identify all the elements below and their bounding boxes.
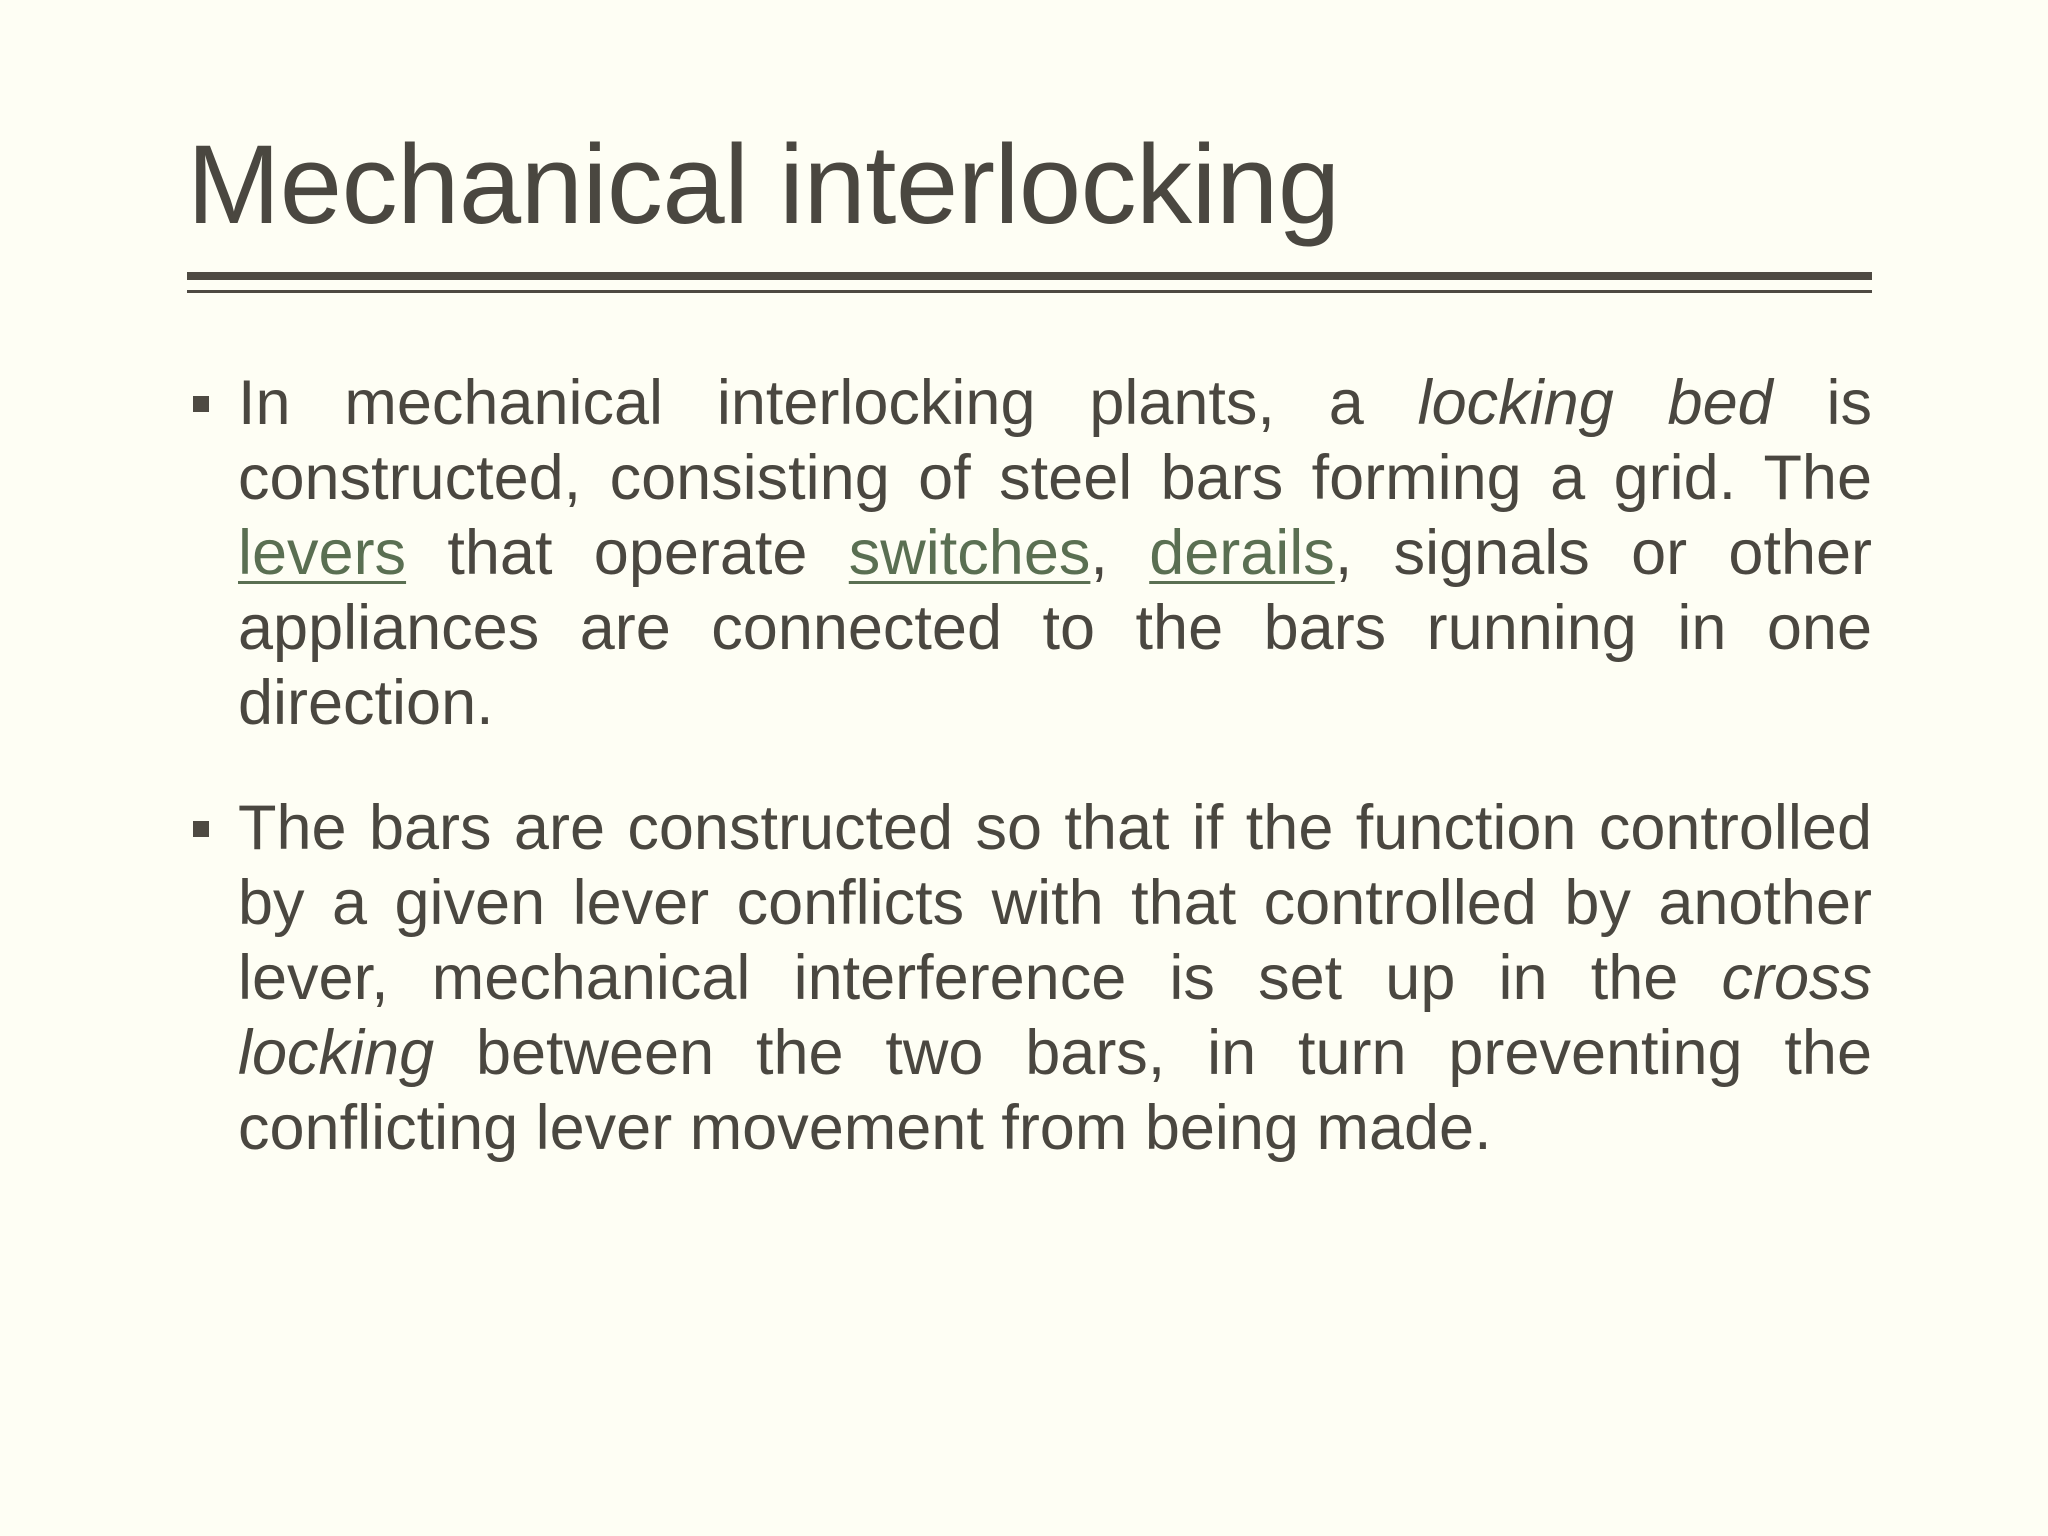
emphasis-locking-bed: locking bed (1417, 368, 1773, 438)
bullet-text: between the two bars, in turn preventing the conflicting lever movement from being made. (238, 1018, 1872, 1163)
link-switches[interactable]: switches (848, 518, 1091, 588)
bullet-item (187, 791, 1872, 1166)
link-derails[interactable]: derails (1149, 518, 1335, 588)
bullet-text: In mechanical interlocking plants, a (238, 368, 1418, 438)
bullet-text: , signals or other appliances are connected to the bars running in one direction. (238, 518, 1873, 738)
bullet-text: The bars are constructed so that if the function controlled by a given lever conflicts with that controlled by another lever, mechanical interference is set up in the (238, 793, 1872, 1013)
bullet-text: , (1090, 518, 1150, 588)
slide-title: Mechanical interlocking (187, 122, 1340, 247)
square-bullet-icon (193, 396, 209, 412)
bullet-item (187, 366, 1872, 741)
title-rule-thick (187, 272, 1872, 280)
title-rule-thin (187, 290, 1872, 293)
slide-body (187, 366, 1872, 1216)
square-bullet-icon (193, 821, 209, 837)
bullet-text: is constructed, consisting of steel bars forming a grid. The (238, 368, 1872, 513)
emphasis-cross-locking: cross locking (238, 943, 1872, 1088)
bullet-text: that operate (406, 518, 849, 588)
link-levers[interactable]: levers (238, 518, 407, 588)
